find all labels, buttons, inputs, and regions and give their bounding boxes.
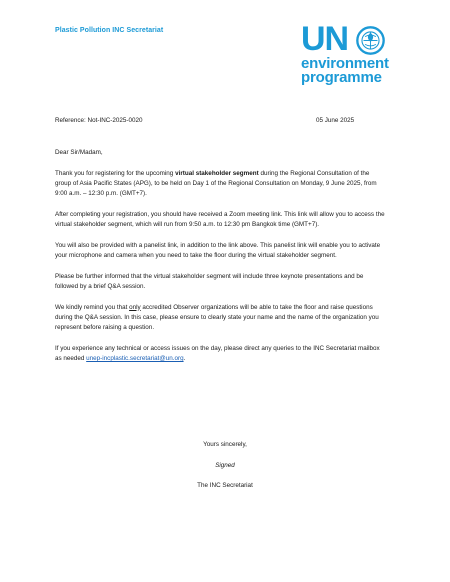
salutation: Dear Sir/Madam, bbox=[55, 149, 103, 156]
p5-underlined: only bbox=[129, 303, 141, 311]
p1-text-a: Thank you for registering for the upcoming bbox=[55, 169, 176, 177]
p1-bold-text: virtual stakeholder segment bbox=[175, 169, 259, 177]
logo-environment-text: environment bbox=[301, 55, 389, 72]
reference-number: Reference: Not-INC-2025-0020 bbox=[55, 117, 143, 124]
p1-text-b: during the Regional Consultation of the group of Asia Pacific States (APG), to be held on Day 1 of the Regional Consultation on Monday, 9 June 2025, from 9:00 a.m. – 12:30 p.m. (GMT+7). bbox=[55, 169, 377, 198]
letter-date: 05 June 2025 bbox=[316, 117, 355, 124]
closing-yours-sincerely: Yours sincerely, bbox=[203, 441, 247, 448]
paragraph-observers bbox=[55, 303, 385, 334]
unep-logo bbox=[301, 20, 401, 89]
p5-text-a: We kindly remind you that bbox=[55, 303, 130, 311]
paragraph-zoom-link: After completing your registration, you should have received a Zoom meeting link. This link will allow you to access the virtual stakeholder segment, which will run from 9:50 a.m. to 12:30 pm Bangkok time (GMT+7). bbox=[55, 210, 385, 229]
paragraph-registration bbox=[55, 169, 385, 200]
secretariat-label: Plastic Pollution INC Secretariat bbox=[55, 27, 164, 34]
logo-un-text: UN bbox=[301, 20, 349, 58]
logo-programme-text: programme bbox=[301, 69, 382, 86]
letter-body bbox=[55, 148, 385, 375]
closing-signatory: The INC Secretariat bbox=[197, 482, 253, 489]
paragraph-queries bbox=[55, 344, 385, 364]
p6-text-a: If you experience any technical or access issues on the day, please direct any queries to the INC Secretariat mailbox as needed bbox=[55, 344, 380, 362]
p5-text-b: accredited Observer organizations will be able to take the floor and raise questions during the Q&A session. In this case, please ensure to clearly state your name and the name of the organization you represent before raising a question. bbox=[55, 303, 379, 331]
paragraph-keynotes: Please be further informed that the virtual stakeholder segment will include three keynote presentations and be followed by a brief Q&A session. bbox=[55, 272, 364, 290]
closing-signed: Signed bbox=[215, 462, 235, 469]
paragraph-panelist-link: You will also be provided with a panelist link, in addition to the link above. This panelist link will enable you to activate your microphone and camera when you need to take the floor during the virtual stakeholder segment. bbox=[55, 241, 381, 259]
secretariat-email-link[interactable]: unep-incplastic.secretariat@un.org bbox=[86, 354, 184, 362]
p6-text-b: . bbox=[183, 354, 186, 362]
un-emblem-icon bbox=[355, 25, 386, 56]
